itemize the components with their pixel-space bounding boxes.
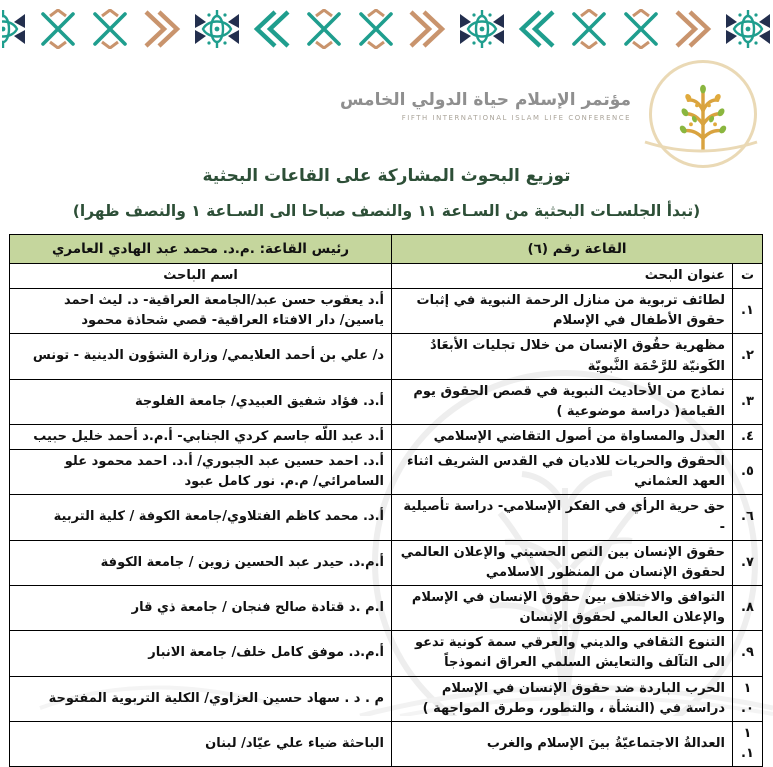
table-row [10,631,763,676]
row-number-cell: ٩. [733,631,763,676]
tree-logo-icon [643,60,759,152]
table-row [10,540,763,585]
column-header-row [10,264,763,289]
row-number-cell: ٢. [733,334,763,379]
room-number-header: القاعة رقم (٦) [392,235,763,264]
research-title-cell: نماذج من الأحاديث النبوية في قصص الحقوق يوم القيامة( دراسة موضوعية ) [392,379,733,424]
geometric-medallion-icon [725,9,771,49]
row-number-cell: ٣. [733,379,763,424]
researcher-name-cell: أ.د عبد اللّه جاسم كردي الجنابي- أ.م.د أحمد خليل حبيب [10,424,392,449]
row-number-cell: ٦. [733,495,763,540]
table-row [10,289,763,334]
column-header-num: ت [733,264,763,289]
row-number-cell: ١. [733,289,763,334]
researcher-name-cell: ا.م .د قتادة صالح فنجان / جامعة ذي قار [10,585,392,630]
research-title-cell: مظهرية حقُوق الإنسان من خلال تجليات الأبعَادُ الكَونيّة للرَّحْمَة النَّبويّة [392,334,733,379]
page-subtitle: (تبدأ الجلسـات البحثية من السـاعة ١١ والنصف صباحا الى السـاعة ١ والنصف ظهرا) [72,202,701,220]
research-title-cell: العدالةُ الاجتماعيّةُ بينَ الإسلام والغرب [392,721,733,766]
table-row [10,495,763,540]
geometric-medallion-icon [2,9,26,49]
crossed-lines-icon [356,9,396,49]
research-distribution-table [9,234,763,767]
research-title-cell: حق حرية الرأي في الفكر الإسلامي- دراسة تأصيلية - [392,495,733,540]
table-row [10,334,763,379]
research-title-cell: لطائف تربوية من منازل الرحمة النبوية في إثبات حقوق الأطفال في الإسلام [392,289,733,334]
researcher-name-cell: أ.د. فؤاد شفيق العبيدي/ جامعة الفلوجة [10,379,392,424]
session-chair-header: رئيس القاعة: .م.د. محمد عبد الهادي العامري [10,235,392,264]
row-number-cell: ١٠. [733,676,763,721]
conference-name-arabic: مؤتمر الإسلام حياة الدولي الخامس [340,90,631,111]
table-row [10,585,763,630]
row-number-cell: ٨. [733,585,763,630]
researcher-name-cell: أ.د يعقوب حسن عبد/الجامعة العراقية- د. ليث احمد ياسين/ دار الافتاء العراقية- قصي شحاذة محمود [10,289,392,334]
research-title-cell: العدل والمساواة من أصول التقاضي الإسلامي [392,424,733,449]
crossed-lines-icon [304,9,344,49]
row-number-cell: ١١. [733,721,763,766]
chevron-right-icon [407,9,447,49]
column-header-title: عنوان البحث [392,264,733,289]
research-title-cell: التوافق والاختلاف بين حقوق الإنسان في الإسلام والإعلان العالمي لحقوق الإنسان [392,585,733,630]
page-title: توزيع البحوث المشاركة على القاعات البحثية [202,166,571,186]
researcher-name-cell: م . د . سهاد حسين العزاوي/ الكلية التربوية المفتوحة [10,676,392,721]
chevron-left-icon [517,9,557,49]
chevron-right-icon [673,9,713,49]
conference-name-english: FIFTH INTERNATIONAL ISLAM LIFE CONFERENCE [401,113,631,122]
conference-logo [0,60,759,152]
table-header-row [10,235,763,264]
row-number-cell: ٤. [733,424,763,449]
research-title-cell: حقوق الإنسان بين النص الحسيني والإعلان العالمي لحقوق الإنسان من المنظور الاسلامي [392,540,733,585]
row-number-cell: ٧. [733,540,763,585]
table-row [10,379,763,424]
table-row [10,450,763,495]
crossed-lines-icon [569,9,609,49]
researcher-name-cell: أ.د. احمد حسين عبد الجبوري/ أ.د. احمد محمود علو السامرائي/ م.م. نور كامل عبود [10,450,392,495]
table-row [10,424,763,449]
chevron-left-icon [252,9,292,49]
research-title-cell: الحرب الباردة ضد حقوق الإنسان في الإسلام دراسة في (النشأة ، والتطور، وطرق المواجهة ) [392,676,733,721]
crossed-lines-icon [90,9,130,49]
researcher-name-cell: الباحثة ضياء علي عيّاد/ لبنان [10,721,392,766]
researcher-name-cell: أ.م.د. حيدر عبد الحسين زوين / جامعة الكوفة [10,540,392,585]
geometric-medallion-icon [459,9,505,49]
table-row [10,721,763,766]
chevron-right-icon [142,9,182,49]
research-title-cell: الحقوق والحريات للاديان في القدس الشريف اثناء العهد العثماني [392,450,733,495]
row-number-cell: ٥. [733,450,763,495]
researcher-name-cell: أ.د. محمد كاظم الفتلاوي/جامعة الكوفة / كلية التربية [10,495,392,540]
researcher-name-cell: أ.م.د. موفق كامل خلف/ جامعة الانبار [10,631,392,676]
decorative-top-border [2,8,771,50]
research-title-cell: التنوع الثقافي والديني والعرقي سمة كونية تدعو الى التآلف والتعايش السلمي العراق انموذجاً [392,631,733,676]
crossed-lines-icon [621,9,661,49]
crossed-lines-icon [38,9,78,49]
column-header-researcher: اسم الباحث [10,264,392,289]
researcher-name-cell: د/ علي بن أحمد العلايمي/ وزارة الشؤون الدينية - تونس [10,334,392,379]
geometric-medallion-icon [194,9,240,49]
table-row [10,676,763,721]
